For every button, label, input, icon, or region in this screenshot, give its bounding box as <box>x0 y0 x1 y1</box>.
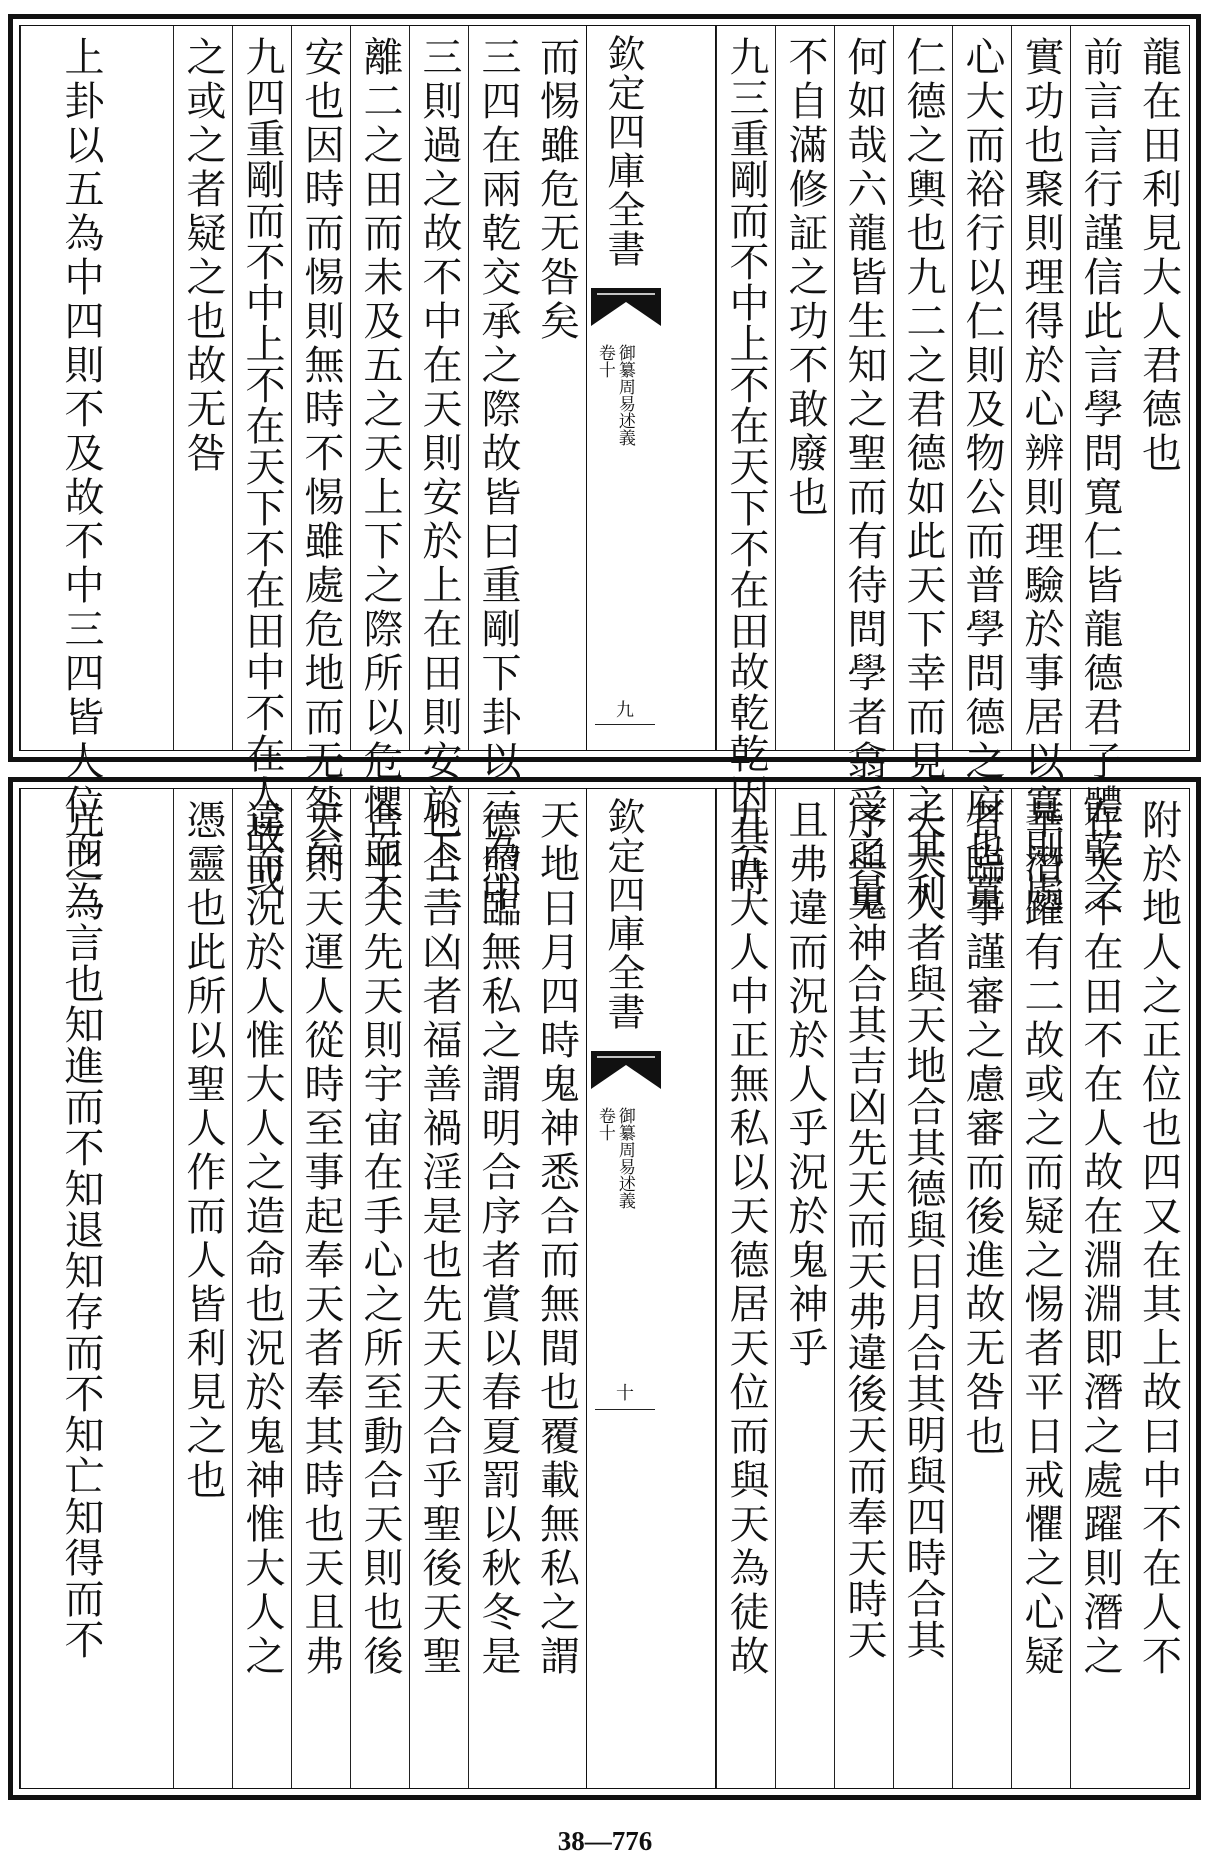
text-column <box>232 26 291 897</box>
column-text: 不自滿修証之功不敢廢也 <box>782 36 828 520</box>
divider <box>595 1409 655 1410</box>
column-text: 安也因時而惕則無時不惕雖處危地而无咎矣 <box>298 36 344 872</box>
column-text: 九四重剛而不中上不在天下不在田中不在人故或 <box>239 36 285 897</box>
page-header-strip <box>586 26 716 750</box>
column-text: 亢之為言也知進而不知退知存而不知亡知得而不 <box>58 799 104 1660</box>
book-title: 御纂周易述義 <box>614 1107 635 1209</box>
column-text: 實功也聚則理得於心辨則理驗於事居以寬則處 <box>1018 36 1064 916</box>
column-text: 九三重剛而不中上不在天下不在田故乾乾因其時 <box>723 36 769 897</box>
column-text: 龍在田利見大人君德也 <box>1135 36 1182 476</box>
text-column <box>527 26 586 750</box>
text-column <box>1011 26 1070 916</box>
column-text: 仁德之輿也九二之君德如此天下幸而見之其利 <box>900 36 946 916</box>
column-text: 夫大人者與天地合其德與日月合其明與四時合其 <box>900 799 946 1660</box>
text-column <box>775 789 834 1788</box>
column-text: 九五大人中正無私以天德居天位而與天為徒故 <box>723 799 769 1679</box>
book-title: 御纂周易述義 <box>614 344 635 446</box>
column-text: 違而況於人惟大人之造命也況於鬼神惟大人之 <box>239 799 285 1679</box>
column-text: 且弗違而況於人乎況於鬼神乎 <box>782 799 828 1371</box>
text-column <box>291 789 350 1788</box>
column-text: 而惕雖危无咎矣 <box>533 36 580 344</box>
text-column <box>716 789 775 1788</box>
fish-tail-ornament <box>591 1051 661 1089</box>
column-text: 何如哉六龍皆生知之聖而有待問學者翕受之量 <box>841 36 887 916</box>
text-column <box>834 789 893 1788</box>
text-column <box>20 789 173 1788</box>
top-page-frame <box>19 25 1190 916</box>
text-column <box>468 789 527 1788</box>
text-column <box>350 26 409 916</box>
text-column <box>716 26 775 897</box>
top-page <box>8 14 1201 916</box>
text-column <box>952 26 1011 916</box>
text-column <box>173 789 232 1788</box>
text-column <box>952 789 1011 1788</box>
text-column <box>409 26 468 916</box>
text-column <box>468 26 527 916</box>
volume-label: 卷十 <box>594 344 615 378</box>
column-text: 三則過之故不中在天則安於上在田則安於下三 <box>416 36 462 916</box>
text-column <box>775 26 834 750</box>
page-number: 九 <box>616 700 634 721</box>
column-text: 序與鬼神合其吉凶先天而天弗違後天而奉天時天 <box>841 799 887 1660</box>
text-column <box>1070 789 1129 1788</box>
text-column <box>527 789 586 1788</box>
column-text: 上卦以五為中四則不及故不中三四皆人位而三 <box>58 36 104 916</box>
page-header-strip <box>586 789 716 1788</box>
column-text: 離二之田而未及五之天上下之際所以危懼而不 <box>357 36 403 916</box>
column-text: 三四在兩乾交承之際故皆曰重剛下卦以二為中 <box>475 36 521 916</box>
column-text: 華潛躍有二故或之而疑之惕者平日戒懼之心疑 <box>1018 799 1064 1679</box>
text-column <box>834 26 893 916</box>
page-reference-number: 38—776 <box>557 1826 653 1856</box>
column-text: 憑靈也此所以聖人作而人皆利見之也 <box>180 799 226 1503</box>
text-column <box>20 26 173 916</box>
column-text: 天則天運人從時至事起奉天者奉其時也天且弗 <box>298 799 344 1679</box>
column-text: 心大而裕行以仁則及物公而普學問德之府也寬 <box>959 36 1005 916</box>
text-column <box>1129 789 1188 1788</box>
text-column <box>1070 26 1129 916</box>
collection-title: 欽定四庫全書 <box>601 797 645 1031</box>
collection-title: 欽定四庫全書 <box>601 34 645 268</box>
volume-label: 卷十 <box>594 1107 615 1141</box>
column-text: 之或之者疑之也故无咎 <box>180 36 226 476</box>
text-column <box>409 789 468 1788</box>
bottom-page <box>8 777 1201 1800</box>
text-column <box>1129 26 1188 750</box>
column-text: 在天不在田不在人故在淵淵即潛之處躍則潛之 <box>1077 799 1123 1679</box>
text-column <box>291 26 350 872</box>
page-number: 十 <box>616 1383 634 1404</box>
text-column <box>1011 789 1070 1788</box>
text-column <box>893 789 952 1788</box>
column-text: 者臨事謹審之慮審而後進故无咎也 <box>959 799 1005 1459</box>
text-column <box>173 26 232 750</box>
divider <box>595 724 655 725</box>
bottom-page-frame <box>19 788 1190 1789</box>
column-text: 前言言行謹信此言學問寬仁皆龍德君子體乾之 <box>1077 36 1123 916</box>
column-text: 德照臨無私之謂明合序者賞以春夏罰以秋冬是 <box>475 799 521 1679</box>
column-text: 合乎天先天則宇宙在手心之所至動合天則也後 <box>357 799 403 1679</box>
column-text: 天地日月四時鬼神悉合而無間也覆載無私之謂 <box>533 799 580 1679</box>
text-column <box>232 789 291 1788</box>
column-text: 附於地人之正位也四又在其上故曰中不在人不 <box>1135 799 1182 1679</box>
text-column <box>893 26 952 916</box>
fish-tail-ornament <box>591 288 661 326</box>
text-column <box>350 789 409 1788</box>
column-text: 也合吉凶者福善禍淫是也先天天合乎聖後天聖 <box>416 799 462 1679</box>
